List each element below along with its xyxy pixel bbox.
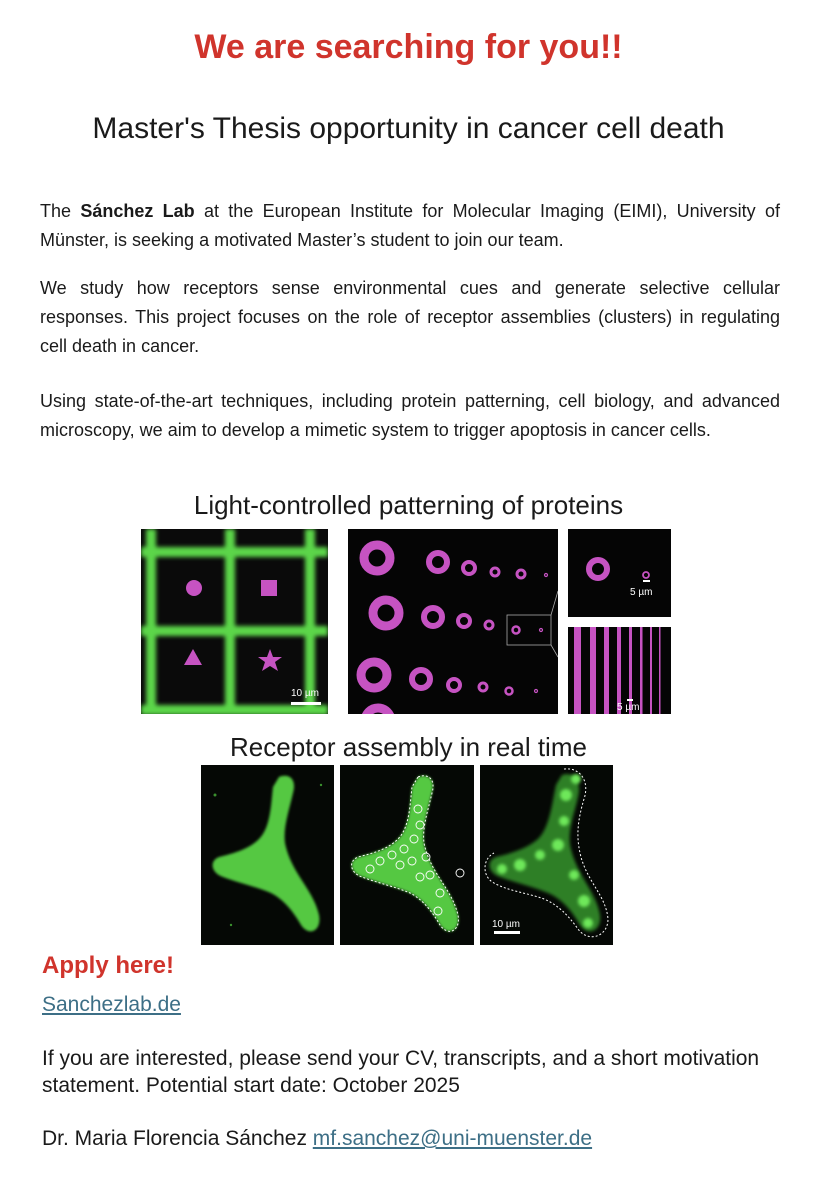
patterning-figure-title: Light-controlled patterning of proteins <box>193 490 624 520</box>
intro-paragraph <box>40 197 780 255</box>
contact-line <box>42 1127 592 1151</box>
ring-scalebar <box>643 580 650 582</box>
apply-heading: Apply here! <box>42 952 175 979</box>
assembly-scalebar-label: 10 µm <box>492 919 520 930</box>
lines-scalebar-label: 5 µm <box>617 702 640 713</box>
website-link[interactable]: Sanchezlab.de <box>42 993 181 1016</box>
intro-suffix: at the European Institute for Molecular Imaging (EIMI), University of Münster, is seeking a motivated Master’s student to join our team. <box>40 201 780 250</box>
lab-name: Sánchez Lab <box>80 201 195 221</box>
assembly-figure-title: Receptor assembly in real time <box>230 732 587 762</box>
grid-scalebar-label: 10 µm <box>291 688 319 699</box>
contact-name: Dr. Maria Florencia Sánchez <box>42 1127 313 1150</box>
assembly-scalebar <box>494 931 520 934</box>
patterning-grid-image <box>141 529 328 714</box>
cell-image-1 <box>201 765 334 945</box>
application-info: If you are interested, please send your CV, transcripts, and a short motivation statement. Potential start date: October 2025 <box>42 1047 760 1097</box>
cell-image-3 <box>480 765 613 945</box>
grid-scalebar <box>291 702 321 705</box>
subtitle: Master's Thesis opportunity in cancer cell death <box>92 112 725 145</box>
lines-scalebar <box>627 699 633 701</box>
patterning-rings-image <box>348 529 558 714</box>
cell-image-2 <box>340 765 474 945</box>
ring-scalebar-label: 5 µm <box>630 587 653 598</box>
contact-email-link[interactable]: mf.sanchez@uni-muenster.de <box>312 1127 593 1150</box>
research-paragraph: We study how receptors sense environmental cues and generate selective cellular responses. This project focuses on the role of receptor assemblies (clusters) in regulating cell death in cancer. <box>40 278 780 356</box>
patterning-lines-image <box>568 627 671 714</box>
patterning-ring-zoom-image <box>568 529 671 617</box>
methods-paragraph: Using state-of-the-art techniques, including protein patterning, cell biology, and advanced microscopy, we aim to develop a mimetic system to trigger apoptosis in cancer cells. <box>40 391 780 440</box>
headline: We are searching for you!! <box>194 28 623 66</box>
intro-prefix: The <box>40 201 81 221</box>
